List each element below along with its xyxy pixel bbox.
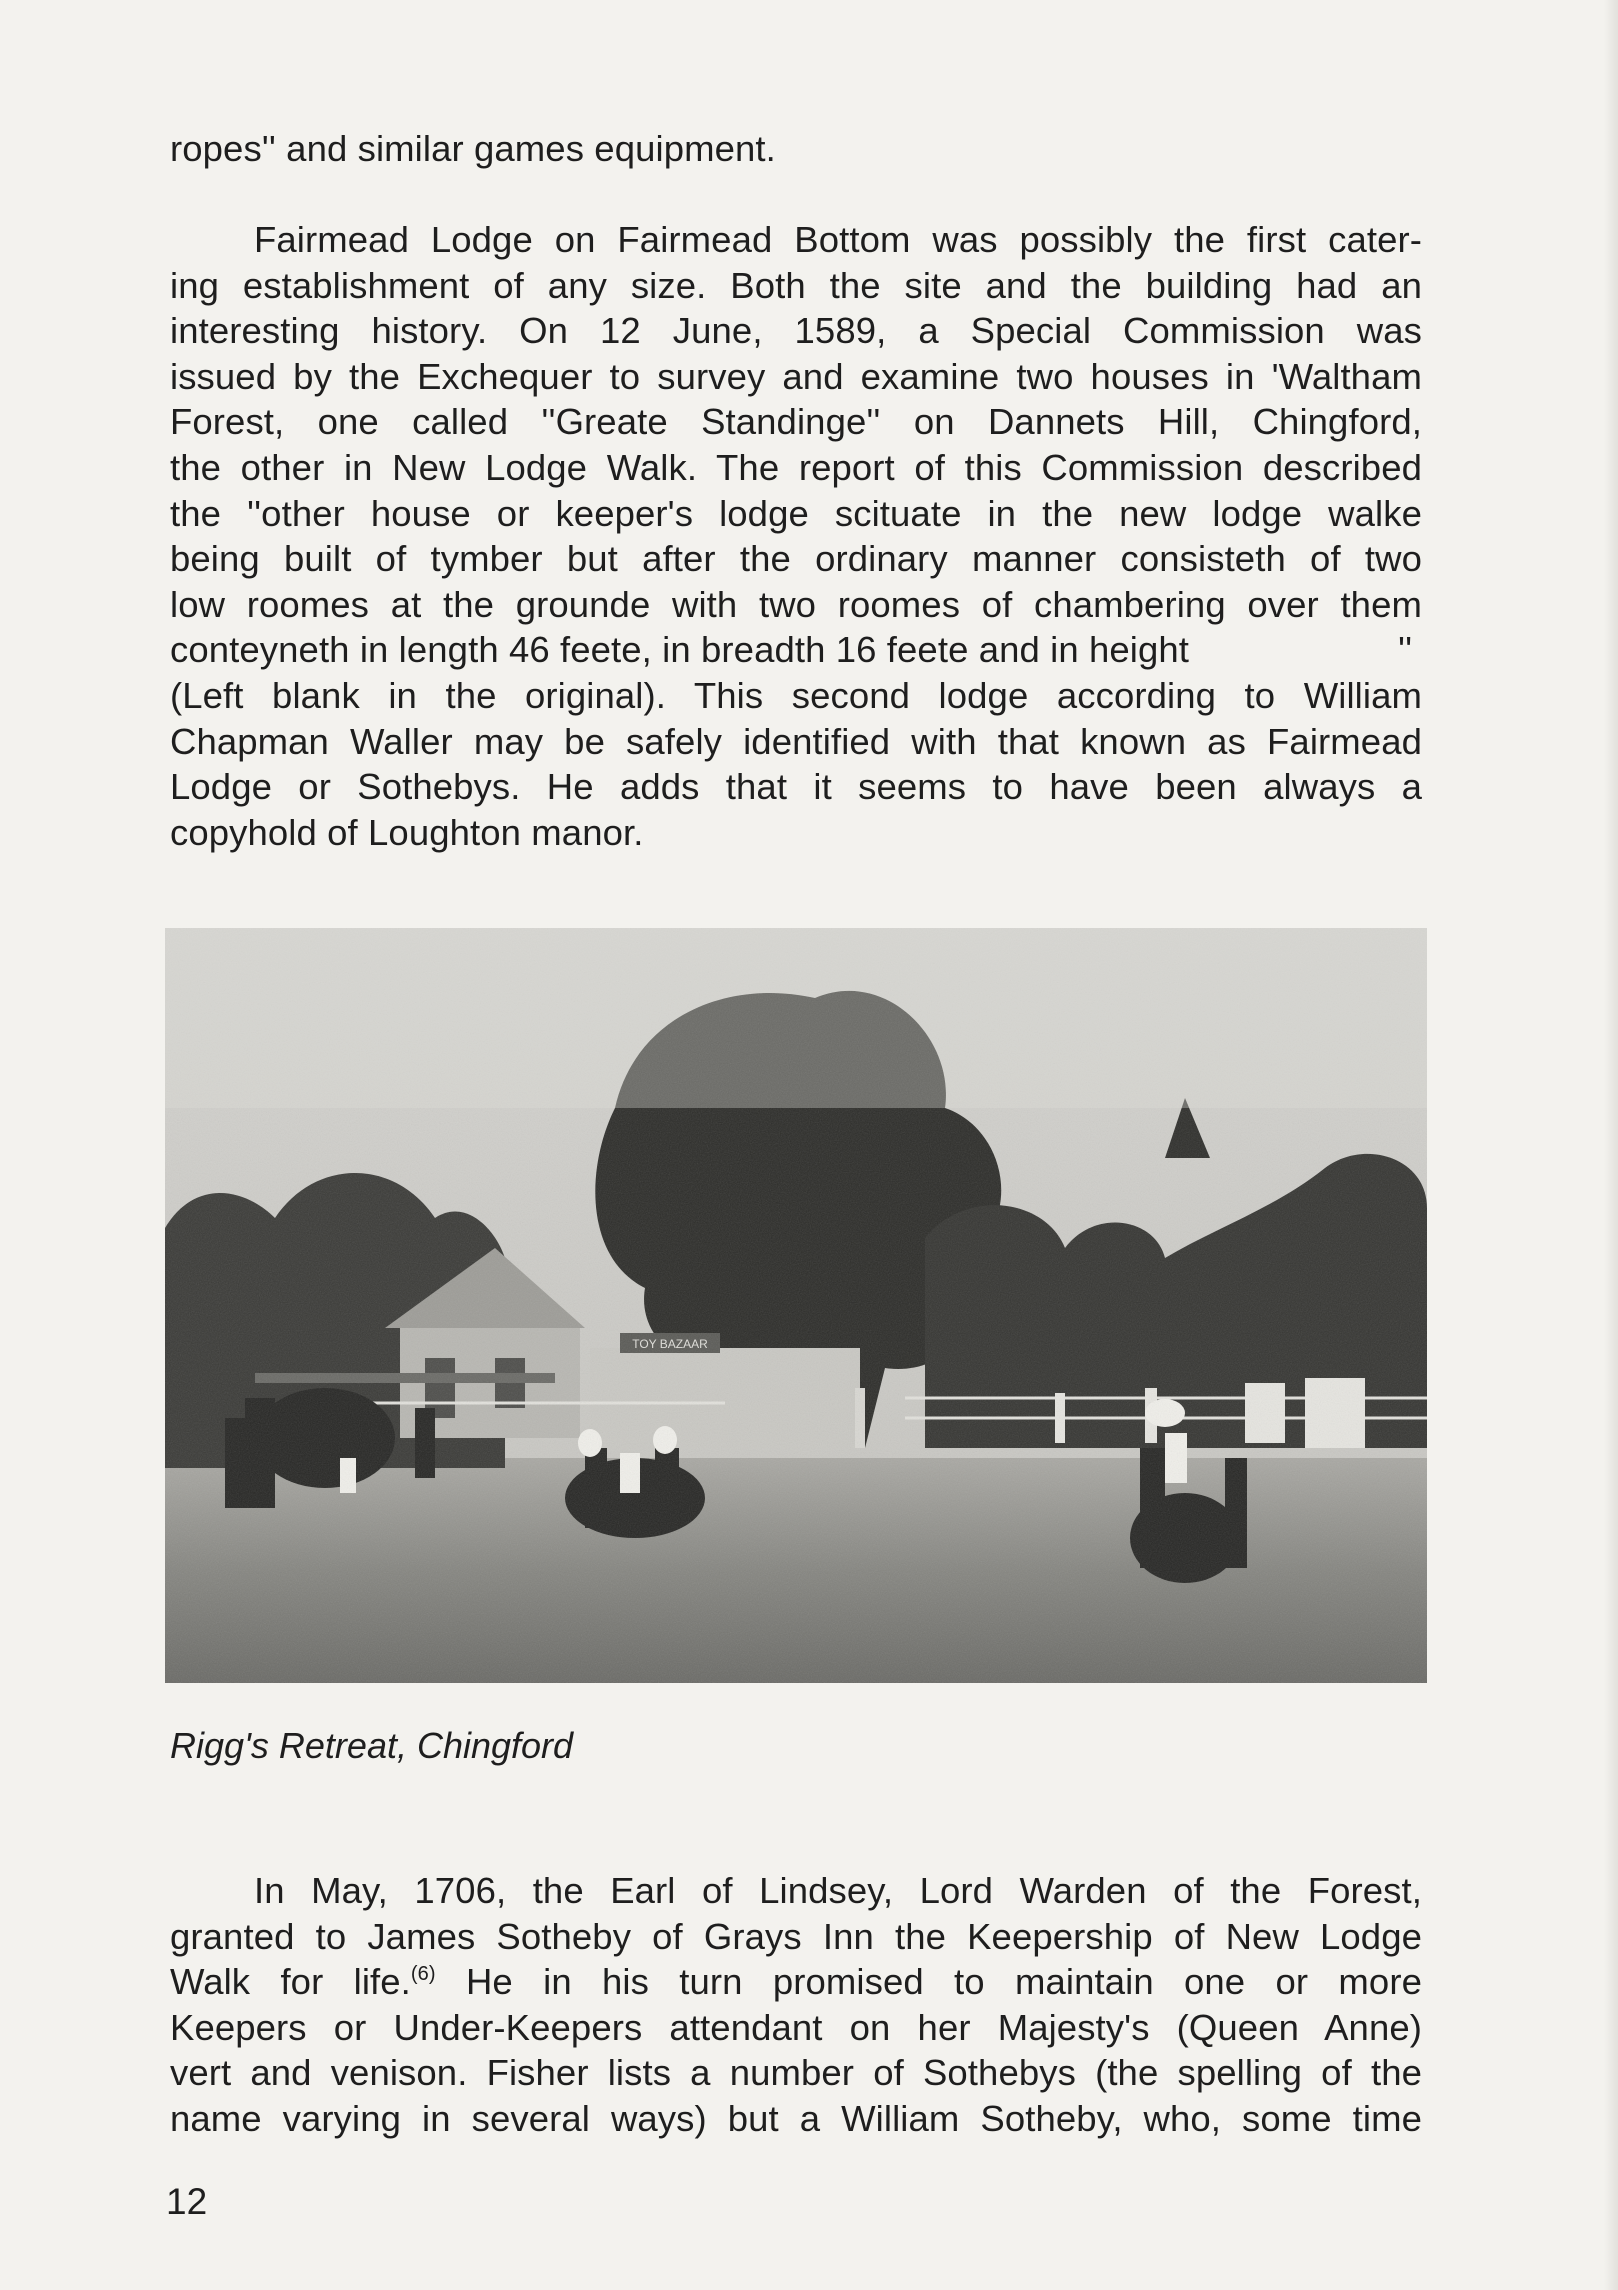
text-line-part: Walk for life. <box>170 1961 411 2003</box>
text-line: In May, 1706, the Earl of Lindsey, Lord Warden of the Forest, <box>254 1870 1422 1911</box>
paragraph-sotheby <box>170 1868 1422 2142</box>
page-edge-shadow <box>1604 0 1618 2290</box>
text-line: (Left blank in the original). This second lodge according to William <box>170 674 1422 716</box>
photo-caption: Rigg's Retreat, Chingford <box>170 1725 574 1766</box>
paragraph-continued <box>170 126 1422 172</box>
text-line: issued by the Exchequer to survey and examine two houses in 'Waltham <box>170 355 1422 397</box>
text-line-part: He in his turn promised to maintain one or more <box>465 1961 1422 2003</box>
footnote-marker: (6) <box>410 1963 436 1986</box>
text-line: Chapman Waller may be safely identified with that known as Fairmead <box>170 720 1422 762</box>
text-line: ropes'' and similar games equipment. <box>170 128 776 169</box>
paragraph-fairmead-lodge <box>170 217 1422 855</box>
text-line: vert and venison. Fisher lists a number of Sothebys (the spelling of the <box>170 2052 1422 2094</box>
blank-quote-mark: '' <box>1398 629 1413 671</box>
historic-photograph <box>165 928 1427 1683</box>
text-line: low roomes at the grounde with two roomes of chambering over them <box>170 583 1422 625</box>
text-line <box>170 627 1422 673</box>
text-line: the ''other house or keeper's lodge scituate in the new lodge walke <box>170 492 1422 534</box>
text-line: granted to James Sotheby of Grays Inn the Keepership of New Lodge <box>170 1915 1422 1957</box>
text-line: ing establishment of any size. Both the site and the building had an <box>170 264 1422 306</box>
text-line: Forest, one called ''Greate Standinge'' on Dannets Hill, Chingford, <box>170 401 1422 443</box>
text-line: Lodge or Sothebys. He adds that it seems to have been always a <box>170 766 1422 808</box>
text-line: copyhold of Loughton manor. <box>170 811 644 853</box>
text-line-main: conteyneth in length 46 feete, in breadth 16 feete and in height <box>170 629 1190 671</box>
page-number: 12 <box>166 2181 208 2222</box>
text-line: interesting history. On 12 June, 1589, a Special Commission was <box>170 310 1422 352</box>
text-line <box>170 1959 1422 2005</box>
text-line: being built of tymber but after the ordinary manner consisteth of two <box>170 538 1422 580</box>
text-line: the other in New Lodge Walk. The report of this Commission described <box>170 446 1422 488</box>
text-line: Keepers or Under-Keepers attendant on her Majesty's (Queen Anne) <box>170 2006 1422 2048</box>
text-line: name varying in several ways) but a William Sotheby, who, some time <box>170 2097 1422 2139</box>
text-line: Fairmead Lodge on Fairmead Bottom was possibly the first cater- <box>254 219 1422 260</box>
